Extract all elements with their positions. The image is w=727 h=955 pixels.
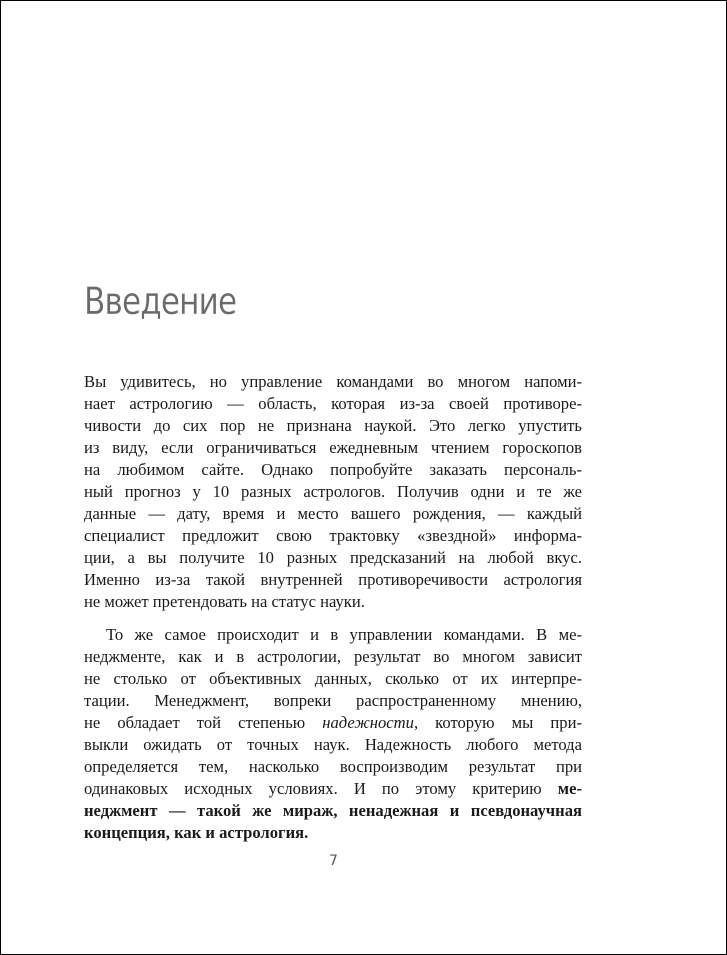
bold-text-line: концепция, как и астрология.	[84, 823, 309, 842]
emphasis-text: надежности	[322, 713, 414, 732]
text-line: тации. Менеджмент, вопреки распространенному мнению,	[84, 691, 582, 710]
text-line: определяется тем, насколько воспроизводим результат при	[84, 757, 582, 776]
chapter-title: Введение	[84, 280, 237, 323]
text-segment: одинаковых исходных условиях. И по этому критерию	[84, 779, 558, 798]
text-line: не столько от объективных данных, сколько от их интерпре-	[84, 669, 582, 688]
text-segment: не обладает той степенью	[84, 713, 323, 732]
text-line: из виду, если ограничиваться ежедневным чтением гороскопов	[84, 438, 582, 457]
text-line	[84, 712, 582, 734]
text-line: нает астрологию — область, которая из-за своей противоре-	[84, 394, 582, 413]
text-line: ный прогноз у 10 разных астрологов. Получив одни и те же	[84, 482, 582, 501]
text-line: не может претендовать на статус науки.	[84, 592, 365, 611]
paragraph-2	[84, 624, 582, 844]
text-line: на любимом сайте. Однако попробуйте заказать персональ-	[84, 460, 582, 479]
text-line: Именно из-за такой внутренней противоречивости астрология	[84, 570, 582, 589]
text-line: данные — дату, время и место вашего рождения, — каждый	[84, 504, 582, 523]
text-line: неджменте, как и в астрологии, результат во многом зависит	[84, 647, 582, 666]
paragraph-gap	[84, 613, 582, 624]
body-text	[84, 371, 582, 844]
text-line: чивости до сих пор не признана наукой. Это легко упустить	[84, 416, 582, 435]
text-line: То же самое происходит и в управлении командами. В ме-	[106, 625, 582, 644]
paragraph-1	[84, 371, 582, 613]
text-line: выкли ожидать от точных наук. Надежность любого метода	[84, 735, 582, 754]
text-line: специалист предложит свою трактовку «звездной» информа-	[84, 526, 582, 545]
text-segment: , которую мы при-	[413, 713, 582, 732]
text-line: ции, а вы получите 10 разных предсказаний на любой вкус.	[84, 548, 582, 567]
bold-text: ме-	[557, 779, 582, 798]
page-number: 7	[329, 853, 338, 869]
bold-text-line: неджмент — такой же мираж, ненадежная и псевдонаучная	[84, 801, 582, 820]
text-line: Вы удивитесь, но управление командами во многом напоми-	[84, 372, 582, 391]
text-line	[84, 778, 582, 800]
